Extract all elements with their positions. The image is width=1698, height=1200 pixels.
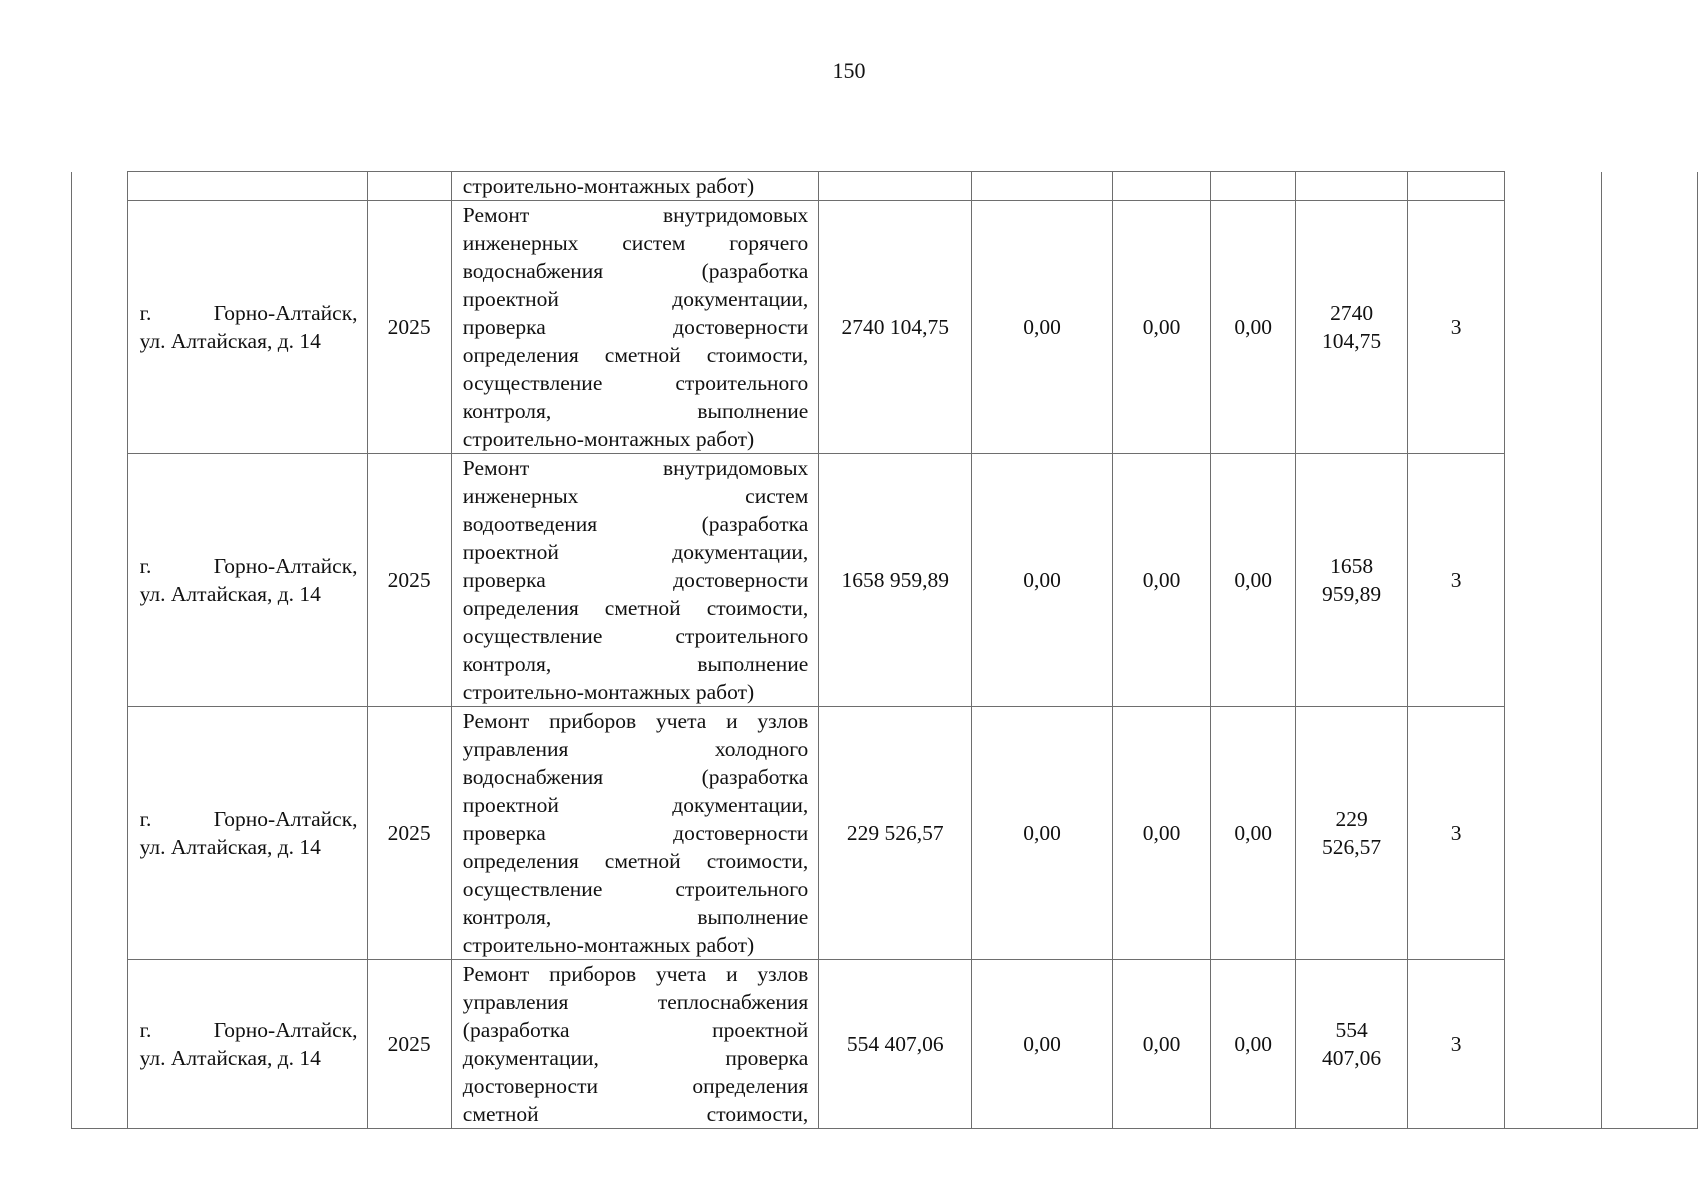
work-line: проверка достоверности [462,315,809,339]
work-line: Ремонт внутридомовых [462,456,809,480]
blank-cell [1505,960,1602,1129]
work-line: проверка достоверности [462,821,809,845]
repair-schedule-table [71,171,1698,1129]
cost-cell [819,172,972,201]
address-line-street: ул. Алтайская, д. 14 [139,1046,321,1070]
work-line: строительно-монтажных работ) [462,427,755,451]
amount-cell-2: 0,00 [1112,960,1210,1129]
work-line: инженерных систем горячего [462,231,809,255]
amount-cell-1: 0,00 [972,960,1113,1129]
address-cell [127,201,367,454]
amount-cell-2: 0,00 [1112,707,1210,960]
table-row [72,707,1698,960]
amount-cell-1 [972,172,1113,201]
work-line: осуществление строительного [462,624,809,648]
code-cell: 3 [1407,707,1504,960]
amount-cell-3: 0,00 [1211,201,1296,454]
index-cell [72,960,128,1129]
index-cell [72,201,128,454]
year-cell: 2025 [367,707,451,960]
amount-cell-2: 0,00 [1112,454,1210,707]
cost-cell: 554 407,06 [819,960,972,1129]
address-line-city: г. Горно-Алтайск, [139,1018,358,1042]
code-cell: 3 [1407,201,1504,454]
work-line: Ремонт приборов учета и узлов [462,962,809,986]
address-cell [127,454,367,707]
work-line: проектной документации, [462,793,809,817]
work-line: определения сметной стоимости, [462,596,809,620]
work-line: проверка достоверности [462,568,809,592]
year-cell: 2025 [367,201,451,454]
index-cell [72,707,128,960]
work-line: строительно-монтажных работ) [462,933,755,957]
blank-cell-right [1602,960,1698,1129]
blank-cell-right [1602,707,1698,960]
work-description-cell [451,201,819,454]
code-cell [1407,172,1504,201]
work-line: Ремонт приборов учета и узлов [462,709,809,733]
code-cell: 3 [1407,960,1504,1129]
blank-cell-right [1602,454,1698,707]
work-line: управления холодного [462,737,809,761]
total-cell [1296,960,1408,1129]
blank-cell [1505,172,1602,201]
address-line-street: ул. Алтайская, д. 14 [139,329,321,353]
amount-cell-3: 0,00 [1211,707,1296,960]
amount-cell-2: 0,00 [1112,201,1210,454]
work-description-cell [451,172,819,201]
work-line: водоснабжения (разработка [462,259,809,283]
index-cell [72,454,128,707]
amount-cell-3: 0,00 [1211,454,1296,707]
amount-cell-1: 0,00 [972,454,1113,707]
work-line: достоверности определения [462,1074,809,1098]
total-line-1: 1658 [1330,554,1374,578]
year-cell: 2025 [367,454,451,707]
page-number: 150 [832,58,866,83]
address-line-city: г. Горно-Алтайск, [139,554,358,578]
work-line: инженерных систем [462,484,809,508]
work-line: проектной документации, [462,540,809,564]
year-cell [367,172,451,201]
address-line-street: ул. Алтайская, д. 14 [139,582,321,606]
total-line-1: 2740 [1330,301,1374,325]
work-line: контроля, выполнение [462,399,809,423]
work-description-cell [451,960,819,1129]
total-line-2: 526,57 [1322,835,1382,859]
address-line-city: г. Горно-Алтайск, [139,301,358,325]
work-line: документации, проверка [462,1046,809,1070]
table-row [72,960,1698,1129]
table-row [72,201,1698,454]
work-description-cell [451,707,819,960]
work-line: управления теплоснабжения [462,990,809,1014]
table-row-fragment [72,172,1698,201]
work-line: определения сметной стоимости, [462,849,809,873]
work-line: Ремонт внутридомовых [462,203,809,227]
total-line-2: 407,06 [1322,1046,1382,1070]
amount-cell-3 [1211,172,1296,201]
work-line: водоотведения (разработка [462,512,809,536]
address-line-street: ул. Алтайская, д. 14 [139,835,321,859]
cost-cell: 2740 104,75 [819,201,972,454]
work-line: контроля, выполнение [462,652,809,676]
total-line-1: 554 [1335,1018,1368,1042]
work-line: строительно-монтажных работ) [462,174,755,198]
amount-cell-2 [1112,172,1210,201]
work-line: осуществление строительного [462,877,809,901]
blank-cell [1505,707,1602,960]
cost-cell: 229 526,57 [819,707,972,960]
work-line: строительно-монтажных работ) [462,680,755,704]
work-line: осуществление строительного [462,371,809,395]
total-line-2: 104,75 [1322,329,1382,353]
table-row [72,454,1698,707]
work-line: (разработка проектной [462,1018,809,1042]
blank-cell [1505,454,1602,707]
amount-cell-3: 0,00 [1211,960,1296,1129]
total-cell [1296,172,1408,201]
work-line: водоснабжения (разработка [462,765,809,789]
work-line: проектной документации, [462,287,809,311]
work-line: контроля, выполнение [462,905,809,929]
total-cell [1296,201,1408,454]
work-description-cell [451,454,819,707]
total-cell [1296,454,1408,707]
work-line: сметной стоимости, [462,1102,809,1126]
address-line-city: г. Горно-Алтайск, [139,807,358,831]
address-cell [127,172,367,201]
blank-cell-right [1602,201,1698,454]
address-cell [127,707,367,960]
year-cell: 2025 [367,960,451,1129]
work-line: определения сметной стоимости, [462,343,809,367]
blank-cell-right [1602,172,1698,201]
total-line-2: 959,89 [1322,582,1382,606]
total-cell [1296,707,1408,960]
blank-cell [1505,201,1602,454]
total-line-1: 229 [1335,807,1368,831]
address-cell [127,960,367,1129]
amount-cell-1: 0,00 [972,201,1113,454]
index-cell [72,172,128,201]
amount-cell-1: 0,00 [972,707,1113,960]
code-cell: 3 [1407,454,1504,707]
cost-cell: 1658 959,89 [819,454,972,707]
